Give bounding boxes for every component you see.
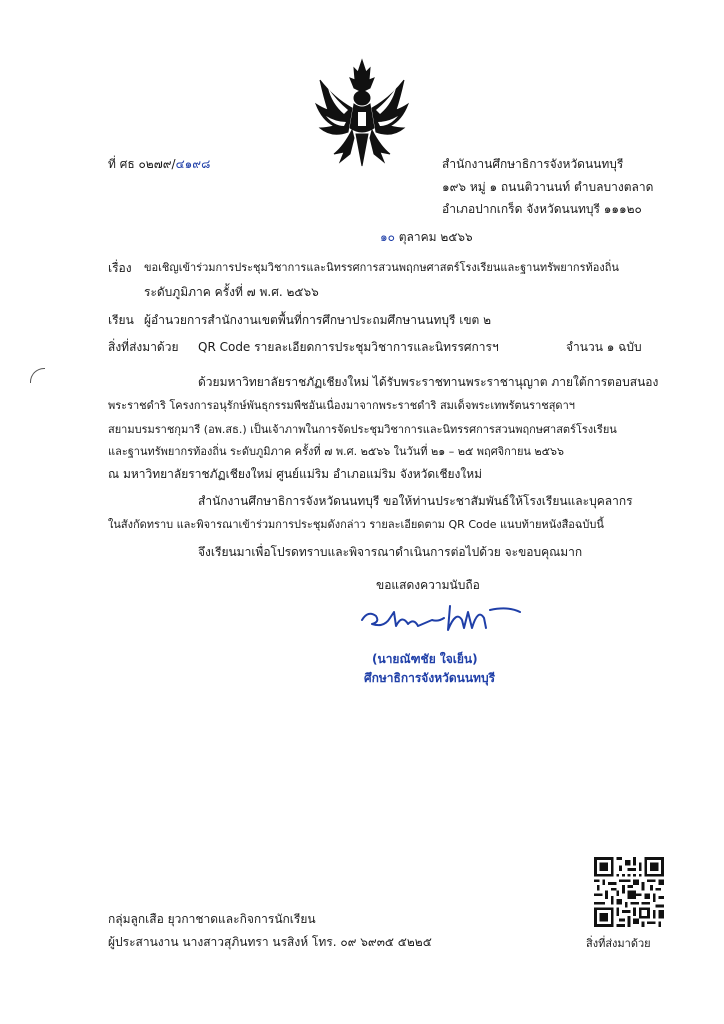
reference-handwritten-number: ๔๑๙๘	[175, 157, 211, 171]
addressee-label: เรียน	[108, 313, 134, 327]
reference-prefix: ที่ ศธ ๐๒๗๙/	[108, 157, 176, 171]
garuda-emblem-icon	[314, 58, 410, 170]
enclosure-quantity: จำนวน ๑ ฉบับ	[566, 340, 642, 354]
footer-department: กลุ่มลูกเสือ ยุวกาชาดและกิจการนักเรียน	[108, 912, 316, 926]
body-paragraph-line: ด้วยมหาวิทยาลัยราชภัฏเชียงใหม่ ได้รับพระราชทานพระราชานุญาต ภายใต้การตอบสนอง	[198, 375, 659, 389]
sender-address-line: ๑๙๖ หมู่ ๑ ถนนติวานนท์ ตำบลบางตลาด	[442, 180, 654, 194]
qr-caption: สิ่งที่ส่งมาด้วย	[586, 937, 651, 950]
reference-number	[108, 158, 210, 170]
enclosure-text: QR Code รายละเอียดการประชุมวิชาการและนิทรรศการฯ	[198, 340, 499, 354]
sender-office: สำนักงานศึกษาธิการจังหวัดนนทบุรี	[442, 157, 624, 171]
body-paragraph-line: ในสังกัดทราบ และพิจารณาเข้าร่วมการประชุมดังกล่าว รายละเอียดตาม QR Code แนบท้ายหนังสือฉบับนี้	[108, 518, 604, 531]
addressee-text: ผู้อำนวยการสำนักงานเขตพื้นที่การศึกษาประถมศึกษานนทบุรี เขต ๒	[144, 313, 492, 327]
signatory-position: ศึกษาธิการจังหวัดนนทบุรี	[364, 671, 496, 685]
subject-text: ระดับภูมิภาค ครั้งที่ ๗ พ.ศ. ๒๕๖๖	[144, 285, 319, 299]
date-day-handwritten: ๑๐	[380, 230, 395, 244]
body-paragraph-line: และฐานทรัพยากรท้องถิ่น ระดับภูมิภาค ครั้งที่ ๗ พ.ศ. ๒๕๖๖ ในวันที่ ๒๑ – ๒๕ พฤศจิกายน ๒๕๖๖	[108, 445, 564, 458]
body-paragraph-line: สำนักงานศึกษาธิการจังหวัดนนทบุรี ขอให้ท่านประชาสัมพันธ์ให้โรงเรียนและบุคลากร	[198, 494, 633, 508]
body-paragraph-line: พระราชดำริ โครงการอนุรักษ์พันธุกรรมพืชอันเนื่องมาจากพระราชดำริ สมเด็จพระเทพรัตนราชสุดาฯ	[108, 399, 575, 412]
date-month-year: ตุลาคม ๒๕๖๖	[394, 230, 473, 244]
signatory-name: (นายณัฑชัย ใจเย็น)	[372, 652, 478, 666]
subject-text: ขอเชิญเข้าร่วมการประชุมวิชาการและนิทรรศการสวนพฤกษศาสตร์โรงเรียนและฐานทรัพยากรท้องถิ่น	[144, 261, 619, 274]
footer-coordinator: ผู้ประสานงาน นางสาวสุภินทรา นรสิงห์ โทร. ๐๙ ๖๙๓๕ ๕๒๒๕	[108, 935, 432, 949]
sender-address-line: อำเภอปากเกร็ด จังหวัดนนทบุรี ๑๑๑๒๐	[442, 202, 642, 216]
body-paragraph-line: สยามบรมราชกุมารี (อพ.สธ.) เป็นเจ้าภาพในการจัดประชุมวิชาการและนิทรรศการสวนพฤกษศาสตร์โรงเรียน	[108, 423, 617, 436]
closing-regards: ขอแสดงความนับถือ	[376, 578, 480, 592]
document-date	[380, 231, 473, 243]
body-paragraph-line: จึงเรียนมาเพื่อโปรดทราบและพิจารณาดำเนินการต่อไปด้วย จะขอบคุณมาก	[198, 545, 583, 559]
enclosure-label: สิ่งที่ส่งมาด้วย	[108, 340, 179, 354]
qr-code-icon	[594, 857, 664, 927]
scan-mark	[30, 368, 45, 383]
handwritten-signature	[358, 598, 528, 640]
subject-label: เรื่อง	[108, 261, 132, 275]
body-paragraph-line: ณ มหาวิทยาลัยราชภัฏเชียงใหม่ ศูนย์แม่ริม อำเภอแม่ริม จังหวัดเชียงใหม่	[108, 467, 483, 481]
